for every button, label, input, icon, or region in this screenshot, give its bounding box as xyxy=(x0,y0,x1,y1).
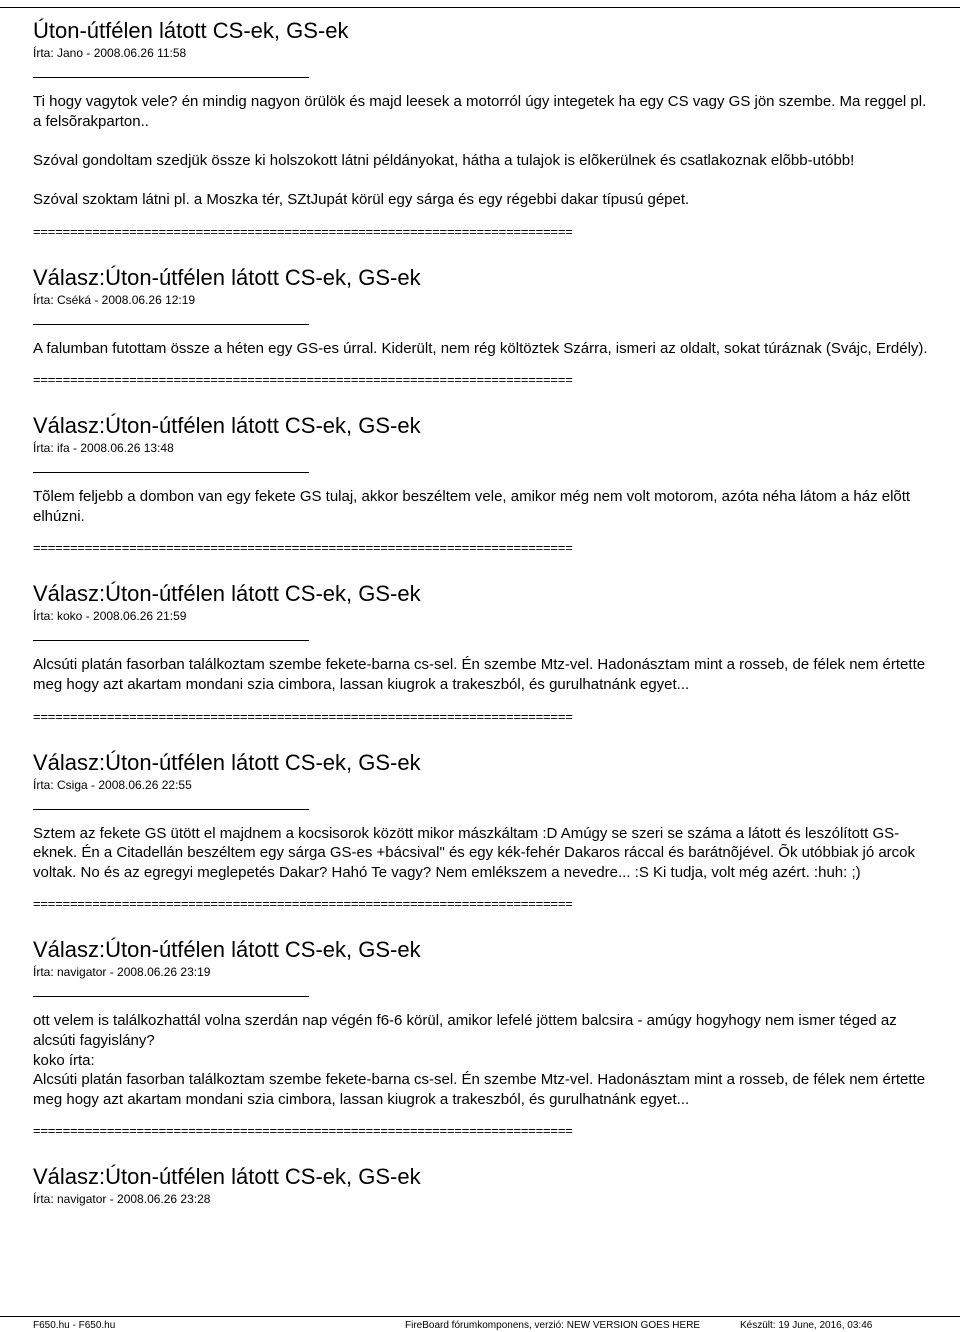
quote-text: Alcsúti platán fasorban találkoztam szembe fekete-barna cs-sel. Én szembe Mtz-vel. Hadonásztam mint a rosseb, de félek nem értette meg hogy azt akartam mondani szia cimbora, lassan kiugrok a trakeszból, és gurulhatnánk egyet... xyxy=(33,1071,926,1108)
post xyxy=(33,749,933,913)
post-separator: ========================================================================= xyxy=(33,896,573,912)
post-meta: Írta: navigator - 2008.06.26 23:28 xyxy=(33,1192,211,1207)
post-paragraph: Sztem az fekete GS ütött el majdnem a kocsisorok között mikor mászkáltam :D Amúgy se szeri se száma a látott és leszólított GS-eknek. Én a Citadellán beszéltem egy sárga GS-es +bácsival" és egy kék-fehér Dakaros ráccal és barátnõjével. Õk utóbbiak jó arcok voltak. No és az egregyi meglepetés Dakar? Hahó Te vagy? Nem emlékszem a nevedre... :S Ki tudja, volt még azért. :huh: ;) xyxy=(33,824,916,881)
top-rule xyxy=(0,7,960,8)
post-title: Válasz:Úton-útfélen látott CS-ek, GS-ek xyxy=(33,1164,421,1190)
post-meta: Írta: ifa - 2008.06.26 13:48 xyxy=(33,441,174,456)
post-body xyxy=(33,92,933,210)
quote-author: koko írta: xyxy=(33,1051,95,1069)
post-separator: ========================================================================= xyxy=(33,372,573,388)
footer-component: FireBoard fórumkomponens, verzió: NEW VERSION GOES HERE xyxy=(405,1320,701,1331)
post-separator: ========================================================================= xyxy=(33,1123,573,1139)
post-meta: Írta: navigator - 2008.06.26 23:19 xyxy=(33,965,211,980)
post xyxy=(33,17,933,240)
post-body xyxy=(33,339,933,359)
post-title: Válasz:Úton-útfélen látott CS-ek, GS-ek xyxy=(33,749,421,775)
meta-divider xyxy=(33,809,309,810)
post-title: Válasz:Úton-útfélen látott CS-ek, GS-ek xyxy=(33,937,421,963)
meta-divider xyxy=(33,77,309,78)
post-list xyxy=(33,17,933,1207)
post-paragraph: Alcsúti platán fasorban találkoztam szembe fekete-barna cs-sel. Én szembe Mtz-vel. Hadonásztam mint a rosseb, de félek nem értette meg hogy azt akartam mondani szia cimbora, lassan kiugrok a trakeszból, és gurulhatnánk egyet... xyxy=(33,656,926,693)
post-separator: ========================================================================= xyxy=(33,540,573,556)
post-body xyxy=(33,487,933,526)
post xyxy=(33,580,933,724)
post xyxy=(33,412,933,556)
post-paragraph: Tõlem feljebb a dombon van egy fekete GS tulaj, akkor beszéltem vele, amikor még nem volt motorom, azóta néha látom a ház elõtt elhúzni. xyxy=(33,488,911,525)
post-meta: Írta: Csiga - 2008.06.26 22:55 xyxy=(33,777,192,792)
post-body xyxy=(33,655,933,694)
post-separator: ========================================================================= xyxy=(33,708,573,724)
meta-divider xyxy=(33,996,309,997)
meta-divider xyxy=(33,472,309,473)
post-paragraph: A falumban futottam össze a héten egy GS-es úrral. Kiderült, nem rég költöztek Szárra, ismeri az oldalt, sokat túráznak (Svájc, Erdély). xyxy=(33,339,928,357)
post-body xyxy=(33,824,933,883)
post-title: Válasz:Úton-útfélen látott CS-ek, GS-ek xyxy=(33,581,421,607)
post-paragraph: Szóval szoktam látni pl. a Moszka tér, SZtJupát körül egy sárga és egy régebbi dakar típusú gépet. xyxy=(33,190,690,208)
post-title: Úton-útfélen látott CS-ek, GS-ek xyxy=(33,18,349,43)
post-paragraph: ott velem is találkozhattál volna szerdán nap végén f6-6 körül, amikor lefelé jöttem balcsira - amúgy hogyhogy nem ismer téged az alcsúti fagyislány? xyxy=(33,1012,897,1049)
meta-divider xyxy=(33,324,309,325)
post-paragraph: Ti hogy vagytok vele? én mindig nagyon örülök és majd leesek a motorról úgy integetek ha egy CS vagy GS jön szembe. Ma reggel pl. a felsõrakparton.. xyxy=(33,93,927,130)
post-meta: Írta: Jano - 2008.06.26 11:58 xyxy=(33,46,187,60)
post-title: Válasz:Úton-útfélen látott CS-ek, GS-ek xyxy=(33,264,421,290)
post-meta: Írta: Cséká - 2008.06.26 12:19 xyxy=(33,292,196,307)
post xyxy=(33,936,933,1139)
post-title: Válasz:Úton-útfélen látott CS-ek, GS-ek xyxy=(33,413,421,439)
footer-generated: Készült: 19 June, 2016, 03:46 xyxy=(740,1320,873,1331)
footer-rule xyxy=(0,1316,960,1317)
post-body xyxy=(33,1011,933,1109)
post-paragraph: Szóval gondoltam szedjük össze ki holszokott látni példányokat, hátha a tulajok is elõkerülnek és csatlakoznak elõbb-utóbb! xyxy=(33,151,855,169)
post-separator: ========================================================================= xyxy=(33,223,573,239)
meta-divider xyxy=(33,640,309,641)
post xyxy=(33,1163,933,1207)
post xyxy=(33,264,933,389)
footer-site: F650.hu - F650.hu xyxy=(33,1320,116,1331)
post-meta: Írta: koko - 2008.06.26 21:59 xyxy=(33,609,187,624)
